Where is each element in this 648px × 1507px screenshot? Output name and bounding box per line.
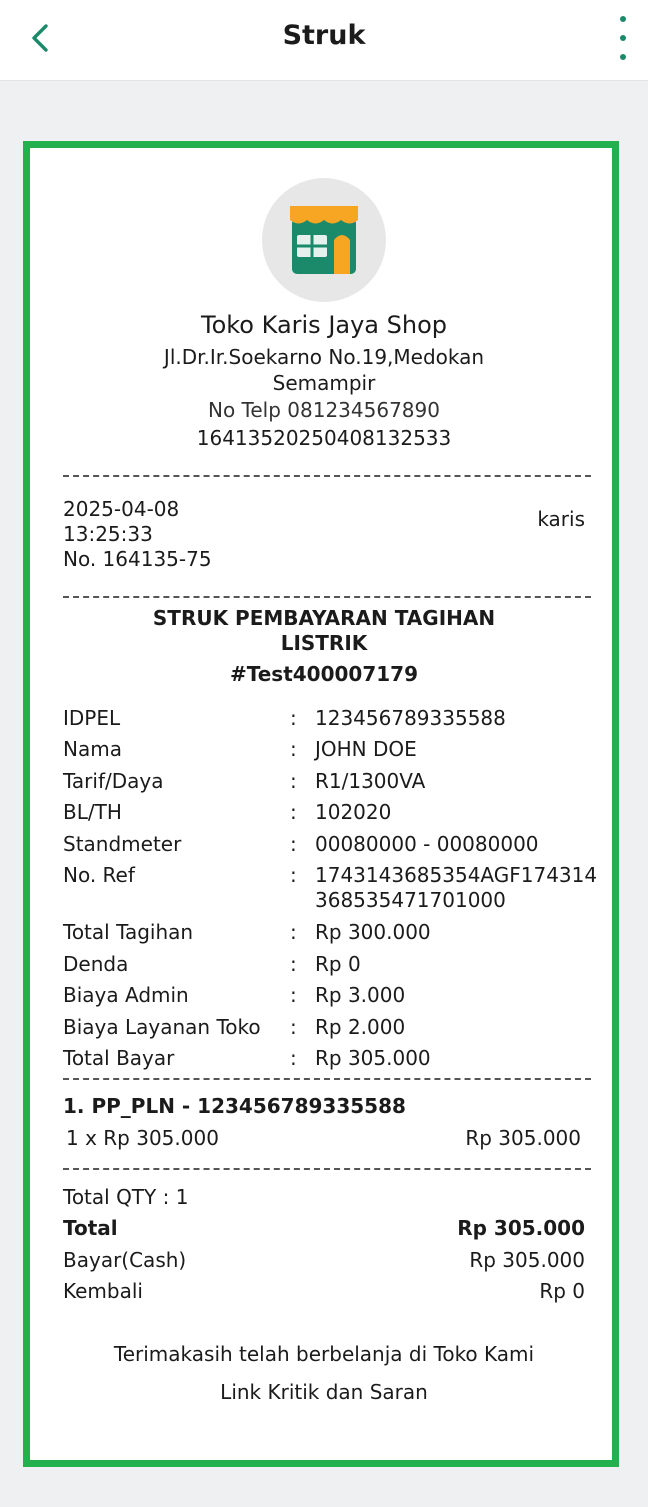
store-address [40,344,608,396]
field-value: Rp 300.000 [315,920,431,944]
field-colon: : [290,769,297,793]
store-phone: No Telp 081234567890 [208,398,440,422]
store-address-line2: Semampir [272,371,376,395]
field-colon: : [290,952,297,976]
field-value: 102020 [315,800,392,824]
divider [63,1168,591,1170]
receipt-time: 13:25:33 [63,522,153,546]
field-value: Rp 0 [315,952,361,976]
item-subtotal: Rp 305.000 [465,1126,581,1150]
field-label: Denda [63,952,129,976]
receipt-code: #Test400007179 [229,662,419,686]
more-vertical-icon [620,16,626,22]
field-value: Rp 2.000 [315,1015,406,1039]
field-value-line2: 368535471701000 [315,888,506,912]
field-label: IDPEL [63,706,121,730]
field-label: Total Bayar [63,1046,175,1070]
field-value [315,863,597,913]
item-title: 1. PP_PLN - 123456789335588 [63,1094,406,1118]
field-colon: : [290,983,297,1007]
field-colon: : [290,832,297,856]
receipt-number: No. 164135-75 [63,547,212,571]
field-label: Nama [63,737,122,761]
field-label: BL/TH [63,800,122,824]
field-value: R1/1300VA [315,769,426,793]
total-value: Rp 305.000 [457,1216,585,1240]
divider [63,596,591,598]
transaction-id: 16413520250408132533 [196,426,452,450]
field-value: 00080000 - 00080000 [315,832,539,856]
field-colon: : [290,800,297,824]
field-row [63,920,585,950]
receipt-heading-line2: LISTRIK [280,631,368,655]
field-row [63,832,585,862]
field-row [63,800,585,830]
field-colon: : [290,863,297,887]
field-colon: : [290,737,297,761]
receipt-date: 2025-04-08 [63,497,180,521]
field-value: 123456789335588 [315,706,506,730]
paid-label: Bayar(Cash) [63,1248,187,1272]
paid-value: Rp 305.000 [469,1248,585,1272]
field-label: Tarif/Daya [63,769,164,793]
page-title: Struk [282,20,366,51]
field-row [63,952,585,982]
field-value: JOHN DOE [315,737,417,761]
field-row [63,1015,585,1045]
change-label: Kembali [63,1279,143,1303]
receipt-heading-line1: STRUK PEMBAYARAN TAGIHAN [152,606,496,630]
field-row [63,706,585,736]
store-logo [262,178,386,302]
store-icon [262,178,386,302]
field-colon: : [290,1046,297,1070]
store-address-line1: Jl.Dr.Ir.Soekarno No.19,Medokan [163,345,485,369]
field-row [63,1046,585,1076]
total-qty: Total QTY : 1 [63,1185,189,1209]
item-qty-price: 1 x Rp 305.000 [66,1126,219,1150]
field-label: Biaya Layanan Toko [63,1015,261,1039]
field-value-line1: 1743143685354AGF174314 [315,863,598,887]
change-value: Rp 0 [539,1279,585,1303]
field-colon: : [290,706,297,730]
app-bar [0,0,648,81]
field-row [63,983,585,1013]
field-colon: : [290,920,297,944]
field-label: Biaya Admin [63,983,189,1007]
field-row [63,863,598,915]
thank-you-message: Terimakasih telah berbelanja di Toko Kami [113,1342,535,1366]
more-options-button[interactable] [612,16,634,60]
field-row [63,769,585,799]
field-value: Rp 305.000 [315,1046,431,1070]
field-row [63,737,585,767]
divider [63,1078,591,1080]
total-label: Total [63,1216,118,1240]
cashier-name: karis [537,507,585,531]
field-value: Rp 3.000 [315,983,406,1007]
field-label: Standmeter [63,832,182,856]
field-label: Total Tagihan [63,920,194,944]
divider [63,475,591,477]
field-colon: : [290,1015,297,1039]
field-label: No. Ref [63,863,135,887]
store-name: Toko Karis Jaya Shop [201,311,447,339]
receipt-heading [40,606,608,656]
feedback-link-label[interactable]: Link Kritik dan Saran [220,1380,428,1404]
